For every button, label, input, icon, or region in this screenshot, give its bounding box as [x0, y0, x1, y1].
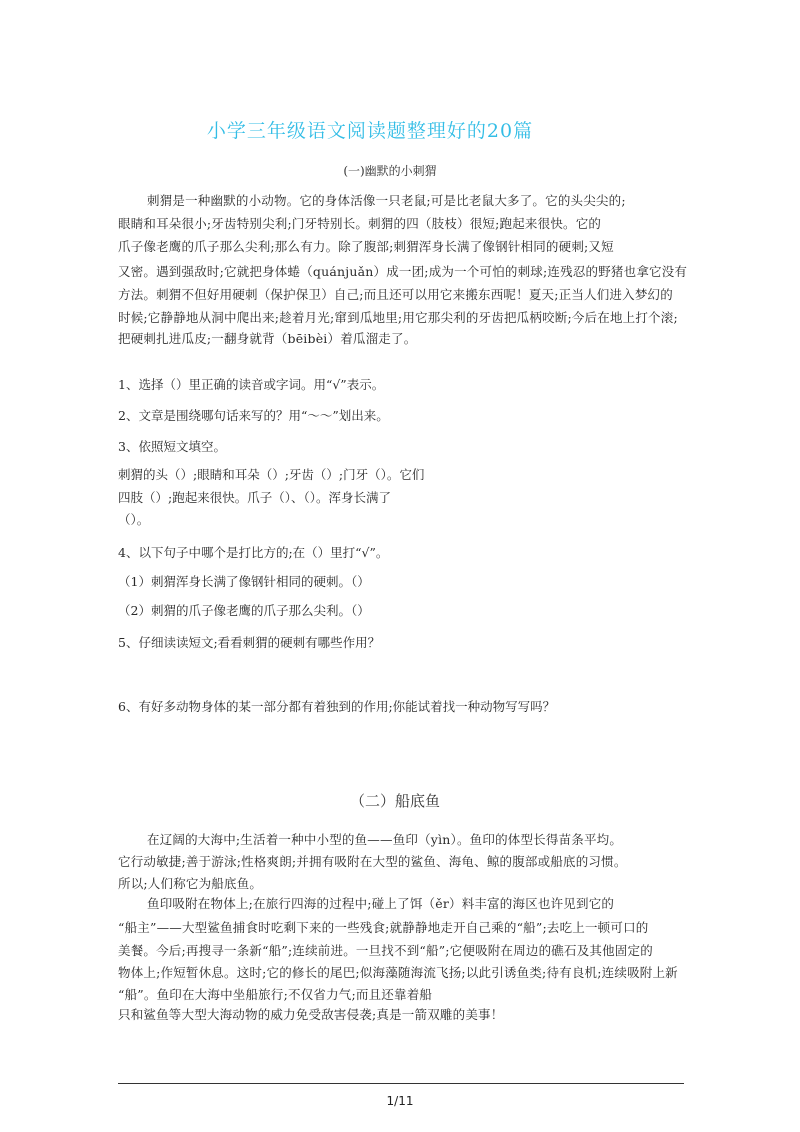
question-1: 1、选择（）里正确的读音或字词。用“√”表示。 — [118, 377, 385, 392]
paragraph-line: 把硬刺扎进瓜皮;一翻身就背（bēibèi）着瓜溜走了。 — [118, 331, 417, 346]
fill-blank-line: 四肢（）;跑起来很快。爪子（）、（）。浑身长满了 — [118, 490, 391, 505]
paragraph-line: 在辽阔的大海中;生活着一种中小型的鱼——鱼印（yìn）。鱼印的体型长得苗条平均。 — [147, 832, 623, 847]
fill-blank-line: 刺猬的头（）;眼睛和耳朵（）;牙齿（）;门牙（）。它们 — [118, 467, 425, 482]
paragraph-line: “船”。鱼印在大海中坐船旅行;不仅省力气;而且还靠着船 — [118, 987, 433, 1002]
question-4-option-1: （1）刺猬浑身长满了像钢针相同的硬刺。（） — [118, 574, 370, 589]
paragraph-line: 物体上;作短暂休息。这时;它的修长的尾巴;似海藻随海流飞扬;以此引诱鱼类;待有良机;连续吸附上新 — [118, 965, 678, 980]
paragraph-line: 所以;人们称它为船底鱼。 — [118, 876, 263, 891]
paragraph-line: 只和鲨鱼等大型大海动物的威力免受敌害侵袭;真是一箭双雕的美事！ — [118, 1007, 504, 1022]
paragraph-line: 美餐。今后;再搜寻一条新“船”;连续前进。一旦找不到“船”;它便吸附在周边的礁石及其他固定的 — [118, 943, 653, 958]
document-title: 小学三年级语文阅读题整理好的20篇 — [206, 120, 534, 142]
page-number: 1/11 — [386, 1094, 414, 1108]
paragraph-line: “船主”——大型鲨鱼捕食时吃剩下来的一些残食;就静静地走开自己乘的“船”;去吃上一顿可口的 — [118, 920, 649, 935]
paragraph-line: 时候;它静静地从洞中爬出来;趁着月光;窜到瓜地里;用它那尖利的牙齿把瓜柄咬断;今后在地上打个滚; — [118, 310, 678, 325]
paragraph-line: 爪子像老鹰的爪子那么尖利;那么有力。除了腹部;刺猬浑身长满了像钢针相同的硬刺;又短 — [118, 239, 614, 254]
paragraph-line: 眼睛和耳朵很小;牙齿特别尖利;门牙特别长。刺猬的四（肢枝）很短;跑起来很快。它的 — [118, 216, 602, 231]
paragraph-line: 刺猬是一种幽默的小动物。它的身体活像一只老鼠;可是比老鼠大多了。它的头尖尖的; — [147, 193, 626, 208]
section-1-heading: (一)幽默的小刺猬 — [343, 164, 437, 178]
fill-blank-line: （）。 — [118, 512, 150, 527]
question-6: 6、有好多动物身体的某一部分都有着独到的作用;你能试着找一种动物写写吗？ — [118, 699, 556, 714]
paragraph-line: 它行动敏捷;善于游泳;性格爽朗;并拥有吸附在大型的鲨鱼、海龟、鲸的腹部或船底的习惯。 — [118, 854, 627, 869]
section-2-heading: （二）船底鱼 — [349, 792, 440, 810]
question-4: 4、以下句子中哪个是打比方的;在（）里打“√”。 — [118, 545, 389, 560]
question-4-option-2: （2）刺猬的爪子像老鹰的爪子那么尖利。（） — [118, 603, 370, 618]
paragraph-line: 又密。遇到强敌时;它就把身体蜷（quánjuǎn）成一团;成为一个可怕的刺球;连残忍的野猪也拿它没有 — [118, 264, 688, 279]
question-5: 5、仔细读读短文;看看刺猬的硬刺有哪些作用？ — [118, 635, 381, 650]
question-2: 2、文章是围绕哪句话来写的？用“～～”划出来。 — [118, 408, 389, 423]
paragraph-line: 方法。刺猬不但好用硬刺（保护保卫）自己;而且还可以用它来搬东西呢！夏天;正当人们进入梦幻的 — [118, 287, 673, 302]
question-3: 3、依照短文填空。 — [118, 439, 226, 454]
paragraph-line: 鱼印吸附在物体上;在旅行四海的过程中;碰上了饵（ěr）料丰富的海区也许见到它的 — [147, 896, 615, 911]
footer-divider — [118, 1083, 684, 1084]
